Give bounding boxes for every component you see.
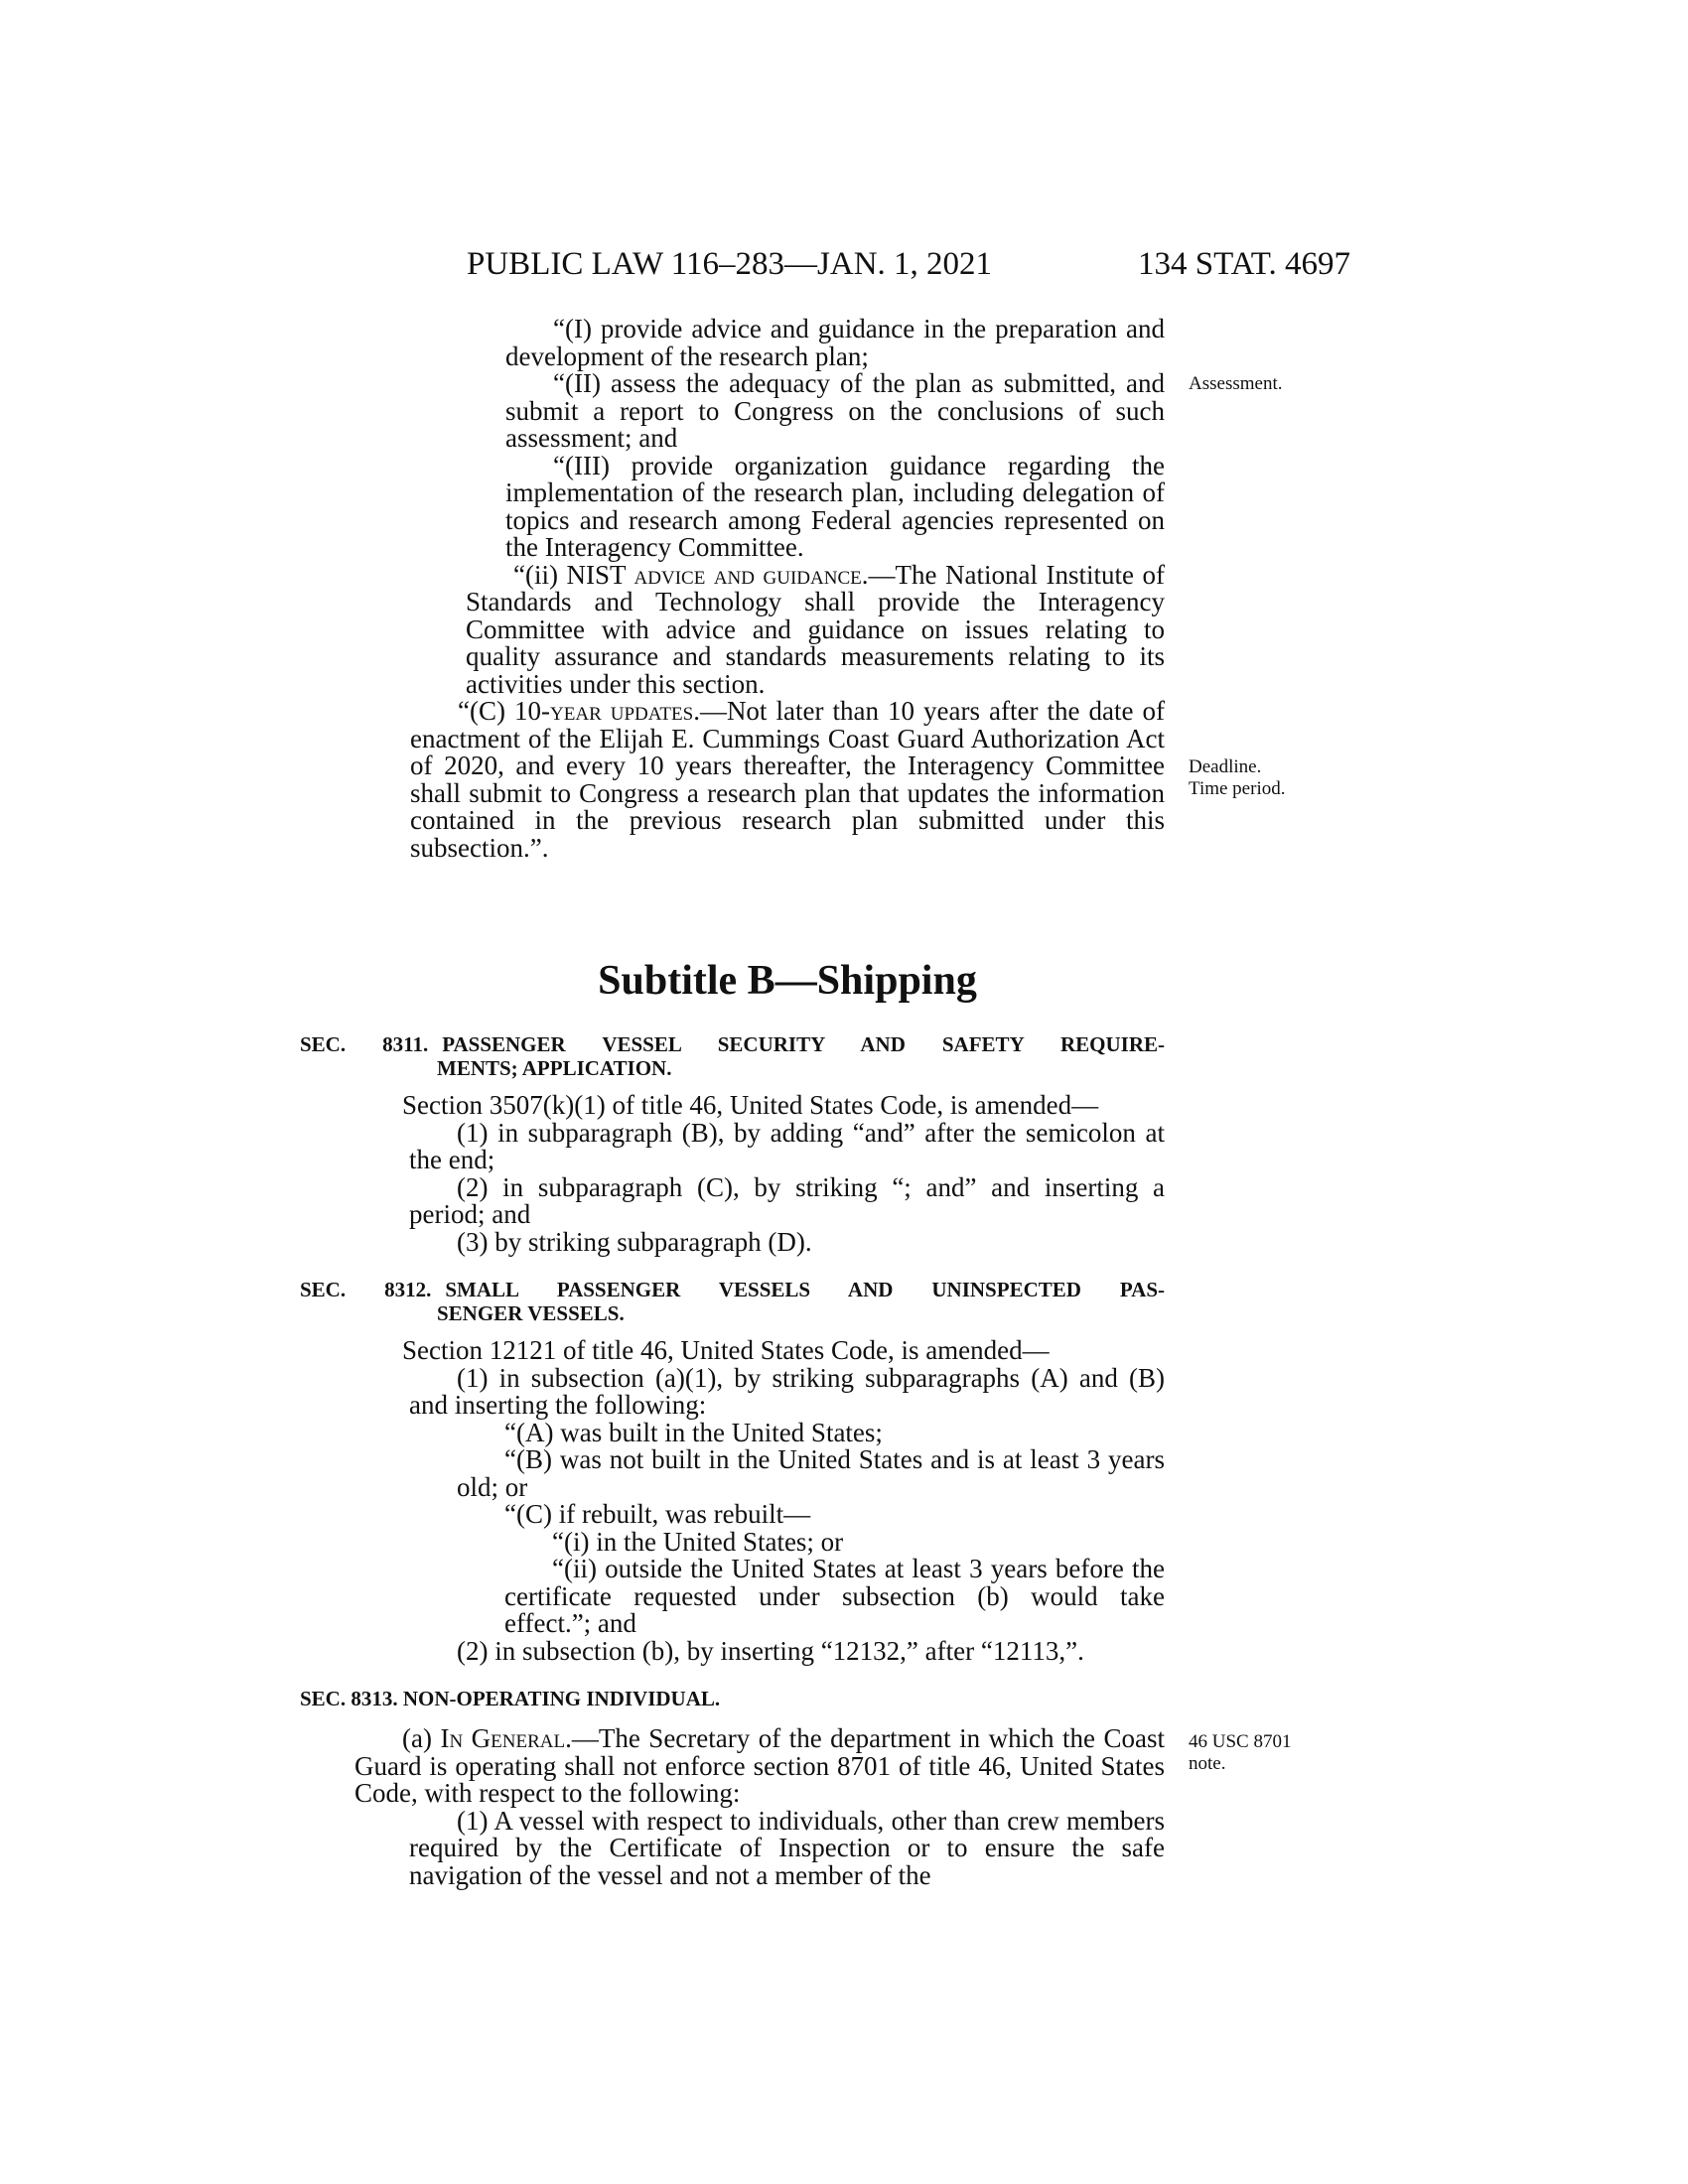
section-8312-item-1: (1) in subsection (a)(1), by striking subparagraphs (A) and (B) and inserting the following: (409, 1362, 1165, 1420)
nist-advice-paragraph: “(ii) NIST advice and guidance.—The National Institute of Standards and Technology shall provide the Interagency Committee with advice and guidance on issues relating to quality assurance and standards measurements relating to its activities under this section. (466, 559, 1165, 699)
margin-note-usc-citation: 46 USC 8701 note. (1189, 1731, 1292, 1774)
section-8312-item-2: (2) in subsection (b), by inserting “12132,” after “12113,”. (457, 1635, 1084, 1666)
subparagraph-c: “(C) if rebuilt, was rebuilt— (504, 1499, 811, 1529)
clause-i: “(I) provide advice and guidance in the preparation and development of the research plan; (505, 314, 1165, 371)
section-8313-subsection-a: (a) In General.—The Secretary of the department in which the Coast Guard is operating shall not enforce section 8701 of title 46, United States Code, with respect to the following: (354, 1723, 1166, 1808)
ten-year-updates-paragraph: “(C) 10-year updates.—Not later than 10 years after the date of enactment of the Elijah E. Cummings Coast Guard Authorization Act of 2020, and every 10 years thereafter, the Interagency Committee shall submit to Congress a research plan that updates the information contained in the previous research plan submitted under this subsection.”. (410, 696, 1166, 863)
section-8313-body (354, 1725, 1165, 1889)
running-header-title: PUBLIC LAW 116–283—JAN. 1, 2021 (467, 246, 993, 282)
section-8313-paragraph-1: (1) A vessel with respect to individuals, other than crew members required by the Certificate of Inspection or to ensure the safe navigation of the vessel and not a member of the (409, 1805, 1165, 1890)
clause-ii: “(II) assess the adequacy of the plan as submitted, and submit a report to Congress on the conclusions of such assessment; and (505, 368, 1165, 453)
section-8312-heading: SEC. 8312. SMALL PASSENGER VESSELS AND UNINSPECTED PAS- SENGER VESSELS. (300, 1278, 1165, 1325)
subparagraph-a: “(A) was built in the United States; (504, 1417, 883, 1447)
clause-c-i: “(i) in the United States; or (552, 1526, 844, 1557)
section-8313-heading: SEC. 8313. NON-OPERATING INDIVIDUAL. (300, 1687, 721, 1710)
section-8311-item-3: (3) by striking subparagraph (D). (457, 1226, 812, 1257)
running-header-stat-page: 134 STAT. 4697 (1138, 246, 1351, 282)
clause-iii: “(III) provide organization guidance regarding the implementation of the research plan, including delegation of topics and research among Federal agencies represented on the Interagency Committee. (505, 450, 1165, 562)
clause-c-ii: “(ii) outside the United States at least 3 years before the certificate requested under subsection (b) would take effect.”; and (504, 1554, 1165, 1638)
margin-note-deadline: Deadline. Time period. (1189, 756, 1286, 799)
subtitle-heading: Subtitle B—Shipping (598, 958, 977, 1004)
margin-note-assessment: Assessment. (1189, 373, 1283, 394)
section-8312-body (354, 1337, 1165, 1665)
subparagraph-b: “(B) was not built in the United States and is at least 3 years old; or (457, 1444, 1165, 1502)
section-8311-body (354, 1092, 1165, 1256)
section-8311-item-1: (1) in subparagraph (B), by adding “and” after the semicolon at the end; (409, 1117, 1165, 1174)
section-8311-item-2: (2) in subparagraph (C), by striking “; and” and inserting a period; and (409, 1171, 1165, 1229)
section-8311-heading: SEC. 8311. PASSENGER VESSEL SECURITY AND SAFETY REQUIRE- MENTS; APPLICATION. (300, 1032, 1165, 1080)
section-8312-lead: Section 12121 of title 46, United States Code, is amended— (402, 1335, 1050, 1365)
continued-text-block (410, 316, 1165, 862)
section-8311-lead: Section 3507(k)(1) of title 46, United States Code, is amended— (402, 1090, 1099, 1120)
